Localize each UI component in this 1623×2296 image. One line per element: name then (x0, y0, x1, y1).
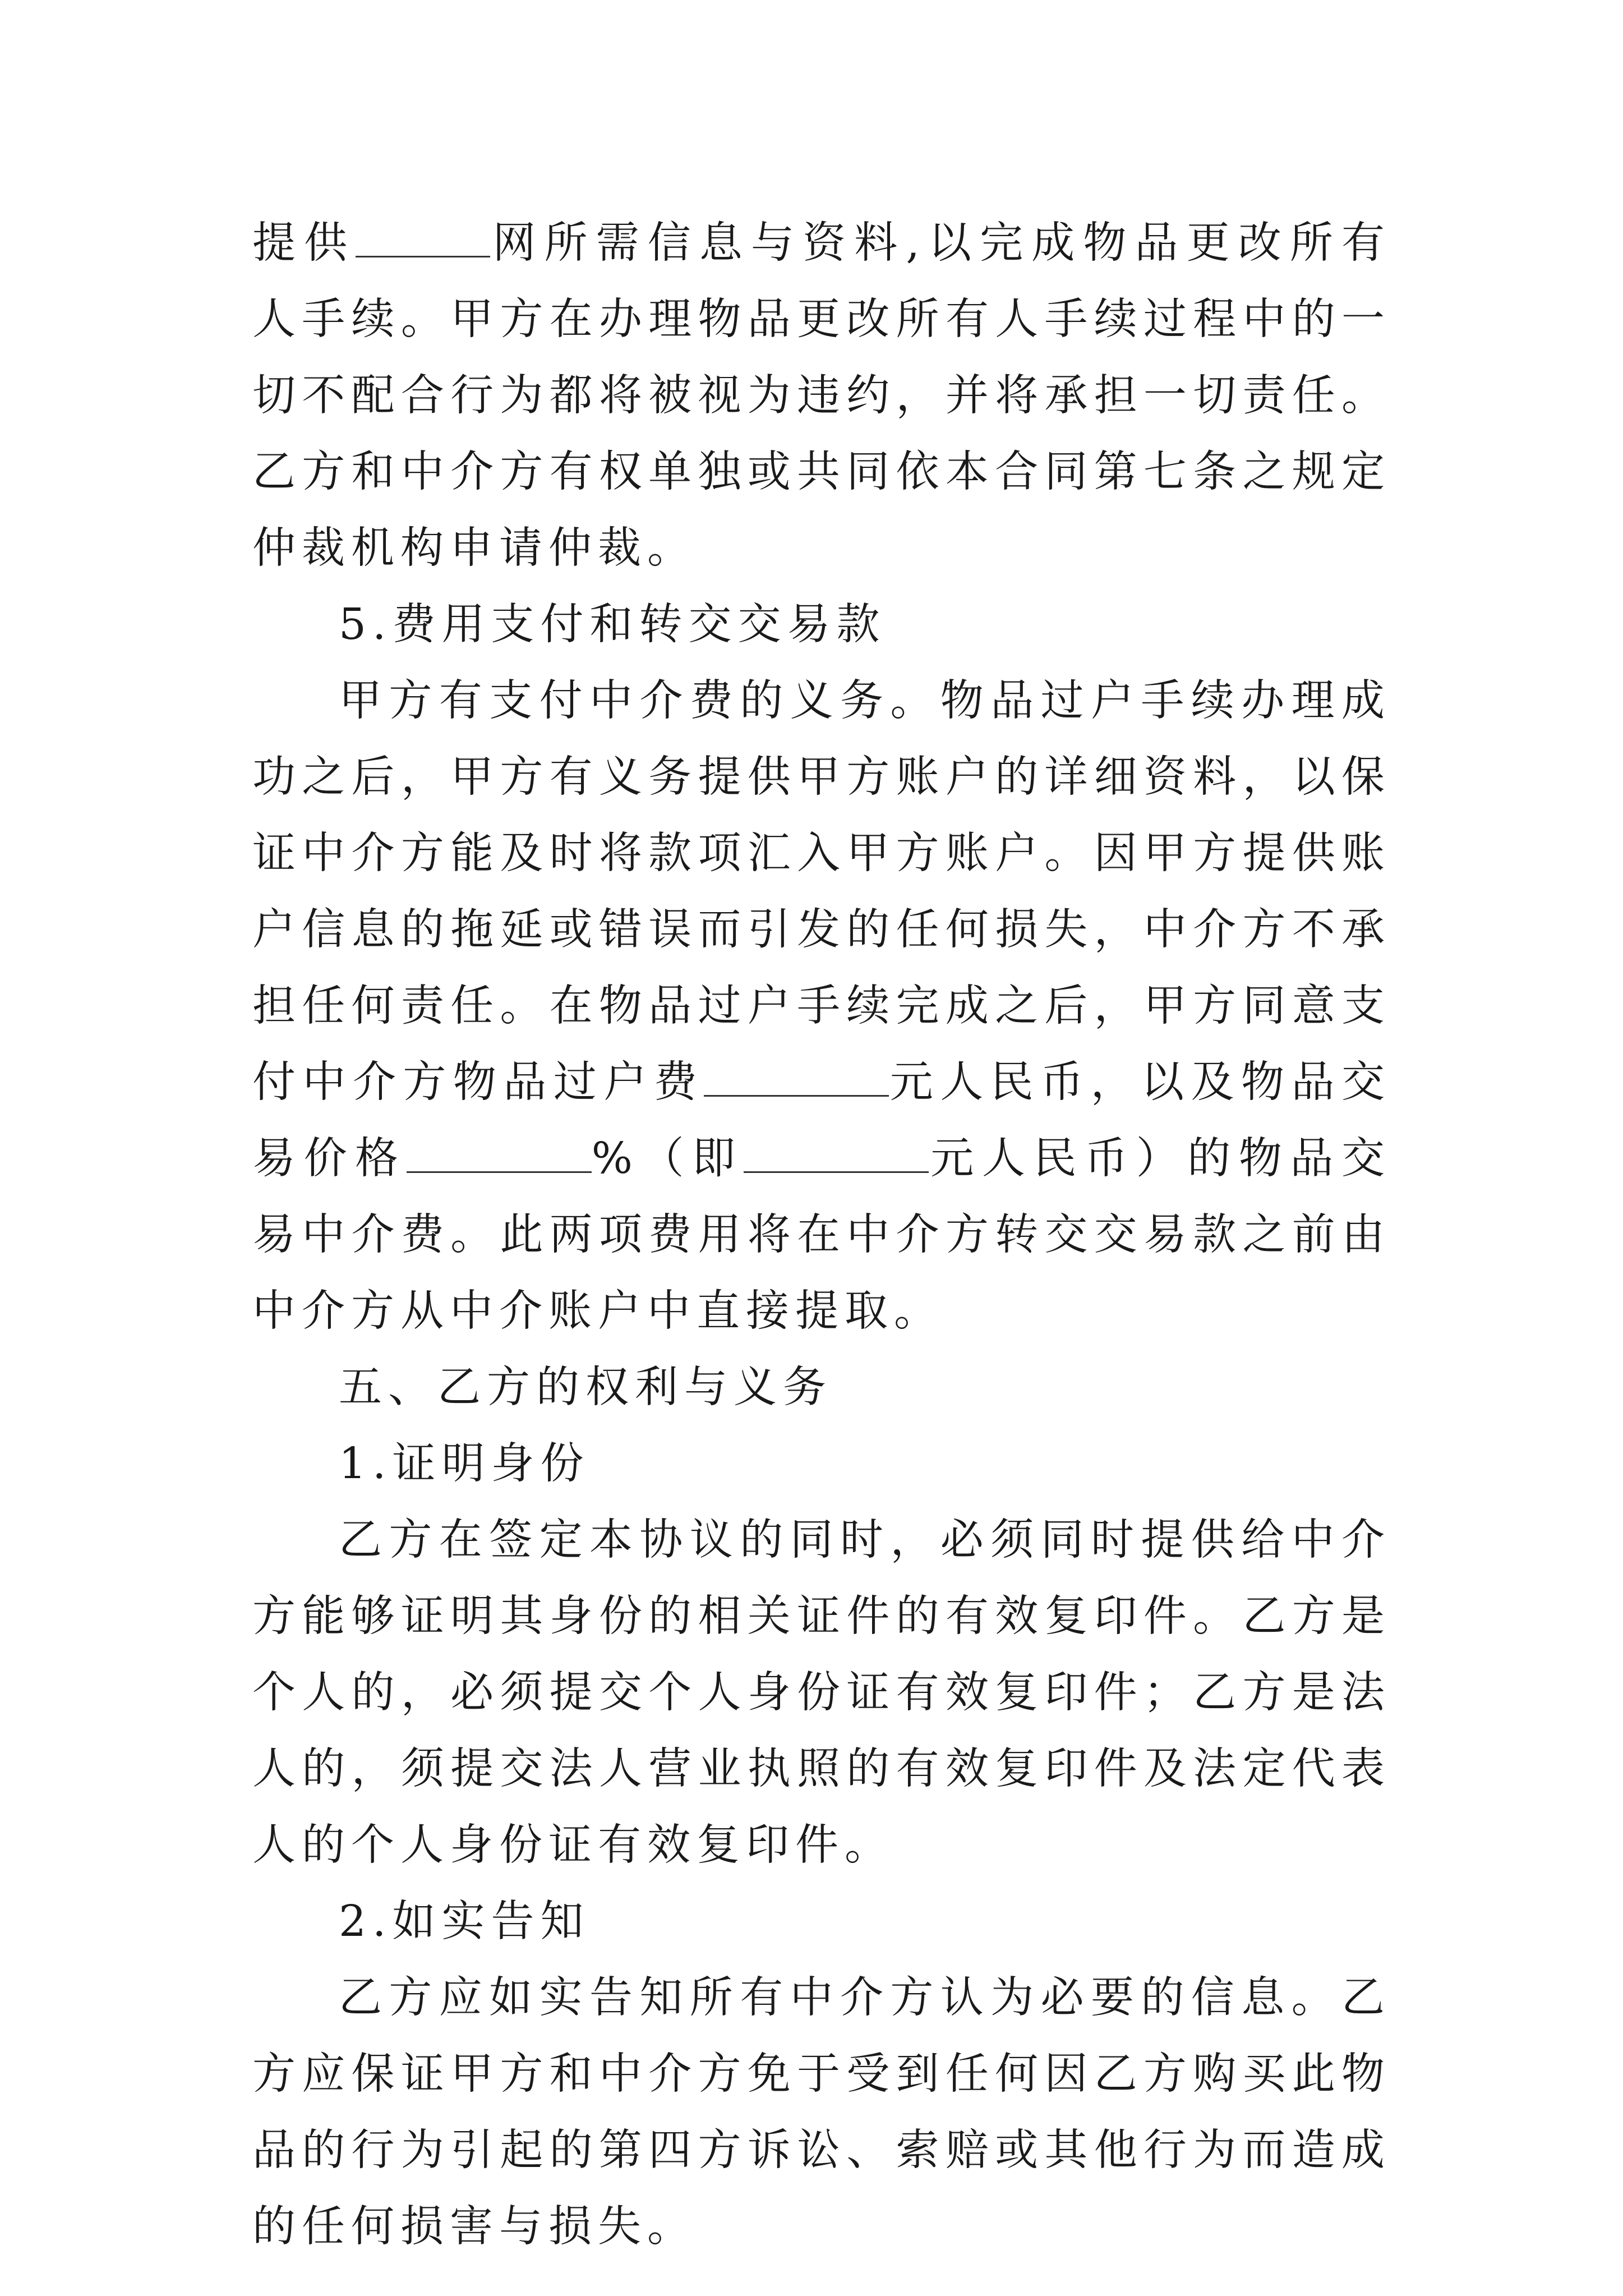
fill-in-blank-percentage (407, 1138, 592, 1173)
fill-in-blank-website (356, 222, 490, 257)
paragraph-registration-cooperation (252, 205, 1391, 587)
paragraph-identity-proof: 乙方在签定本协议的同时，必须同时提供给中介方能够证明其身份的相关证件的有效复印件。乙方是个人的，必须提交个人身份证有效复印件；乙方是法人的，须提交法人营业执照的有效复印件及法定代表人的个人身份证有效复印件。 (252, 1515, 1391, 1870)
document-body (252, 205, 1391, 2265)
paragraph-fee-payment (252, 663, 1391, 1350)
fill-in-blank-transfer-fee (704, 1061, 889, 1097)
chapter-heading-party-b-rights: 五、乙方的权利与义务 (339, 1363, 832, 1412)
text-run: %（即 (591, 1134, 744, 1184)
text-run: 网所需信息与资料,以完成物品更改所有人手续。甲方在办理物品更改所有人手续过程中的一切不配合行为都将被视为违约，并将承担一切责任。乙方和中介方有权单独或共同依本合同第七条之规定仲裁机构申请仲裁。 (252, 218, 1391, 573)
section-heading-truthful-disclosure: 2.如实告知 (339, 1897, 590, 1947)
text-run: 元人民币，以及物品交易价格 (252, 1057, 1391, 1184)
text-run: 提供 (252, 218, 356, 268)
section-heading-identity-proof: 1.证明身份 (339, 1439, 590, 1489)
section-heading-fee-payment: 5.费用支付和转交交易款 (339, 600, 886, 650)
fill-in-blank-amount (744, 1138, 929, 1173)
text-run: 元人民币）的物品交易中介费。此两项费用将在中介方转交交易款之前由中介方从中介账户中直接提取。 (252, 1134, 1391, 1336)
text-run: 甲方有支付中介费的义务。物品过户手续办理成功之后，甲方有义务提供甲方账户的详细资料，以保证中介方能及时将款项汇入甲方账户。因甲方提供账户信息的拖延或错误而引发的任何损失，中介方不承担任何责任。在物品过户手续完成之后，甲方同意支付中介方物品过户费 (252, 676, 1391, 1107)
paragraph-truthful-disclosure: 乙方应如实告知所有中介方认为必要的信息。乙方应保证甲方和中介方免于受到任何因乙方购买此物品的行为引起的第四方诉讼、索赔或其他行为而造成的任何损害与损失。 (252, 1973, 1391, 2252)
